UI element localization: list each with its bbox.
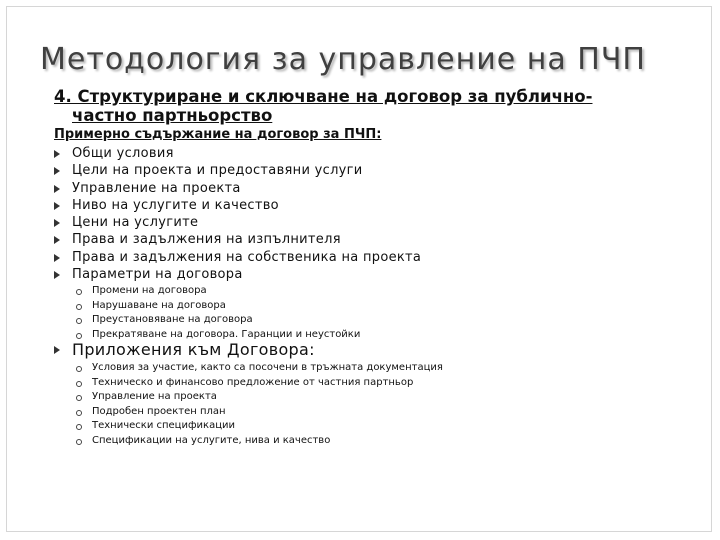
annex-list [76, 361, 443, 449]
circle-bullet-icon [76, 381, 82, 387]
arrow-bullet-icon [54, 167, 60, 175]
circle-bullet-icon [76, 366, 82, 372]
sub-list-item: Промени на договора [76, 284, 360, 299]
arrow-bullet-icon [54, 202, 60, 210]
sub-list-item: Прекратяване на договора. Гаранции и неустойки [76, 328, 360, 343]
list-item: Цени на услугите [54, 214, 421, 231]
arrow-bullet-icon [54, 236, 60, 244]
list-item: Права и задължения на собственика на проекта [54, 249, 421, 266]
arrow-bullet-icon [54, 346, 60, 354]
list-item: Параметри на договора [54, 266, 421, 283]
circle-bullet-icon [76, 333, 82, 339]
section-subtitle [54, 87, 634, 125]
sub-list-item: Технически спецификации [76, 419, 443, 434]
slide-title: Методология за управление на ПЧП [40, 42, 646, 77]
circle-bullet-icon [76, 395, 82, 401]
circle-bullet-icon [76, 410, 82, 416]
subtitle-line-2: частно партньорство [72, 106, 273, 125]
arrow-bullet-icon [54, 219, 60, 227]
list-item: Права и задължения на изпълнителя [54, 231, 421, 248]
list-item: Ниво на услугите и качество [54, 197, 421, 214]
arrow-bullet-icon [54, 254, 60, 262]
sub-list-item: Техническо и финансово предложение от частния партньор [76, 376, 443, 391]
arrow-bullet-icon [54, 185, 60, 193]
circle-bullet-icon [76, 424, 82, 430]
sub-list-item: Управление на проекта [76, 390, 443, 405]
circle-bullet-icon [76, 318, 82, 324]
arrow-bullet-icon [54, 150, 60, 158]
arrow-bullet-icon [54, 271, 60, 279]
sub-list-item: Условия за участие, както са посочени в тръжната документация [76, 361, 443, 376]
list-item: Цели на проекта и предоставяни услуги [54, 162, 421, 179]
sub-list-item: Преустановяване на договора [76, 313, 360, 328]
sub-list-item: Нарушаване на договора [76, 299, 360, 314]
contract-params-list [76, 284, 360, 342]
list-item: Управление на проекта [54, 180, 421, 197]
contents-heading: Примерно съдържание на договор за ПЧП: [54, 127, 382, 142]
annex-heading: Приложения към Договора: [54, 340, 315, 359]
sub-list-item: Подробен проектен план [76, 405, 443, 420]
circle-bullet-icon [76, 439, 82, 445]
list-item: Общи условия [54, 145, 421, 162]
subtitle-line-1: 4. Структуриране и сключване на договор за публично- [54, 87, 593, 106]
sub-list-item: Спецификации на услугите, нива и качество [76, 434, 443, 449]
circle-bullet-icon [76, 304, 82, 310]
contents-list [54, 145, 421, 283]
circle-bullet-icon [76, 289, 82, 295]
